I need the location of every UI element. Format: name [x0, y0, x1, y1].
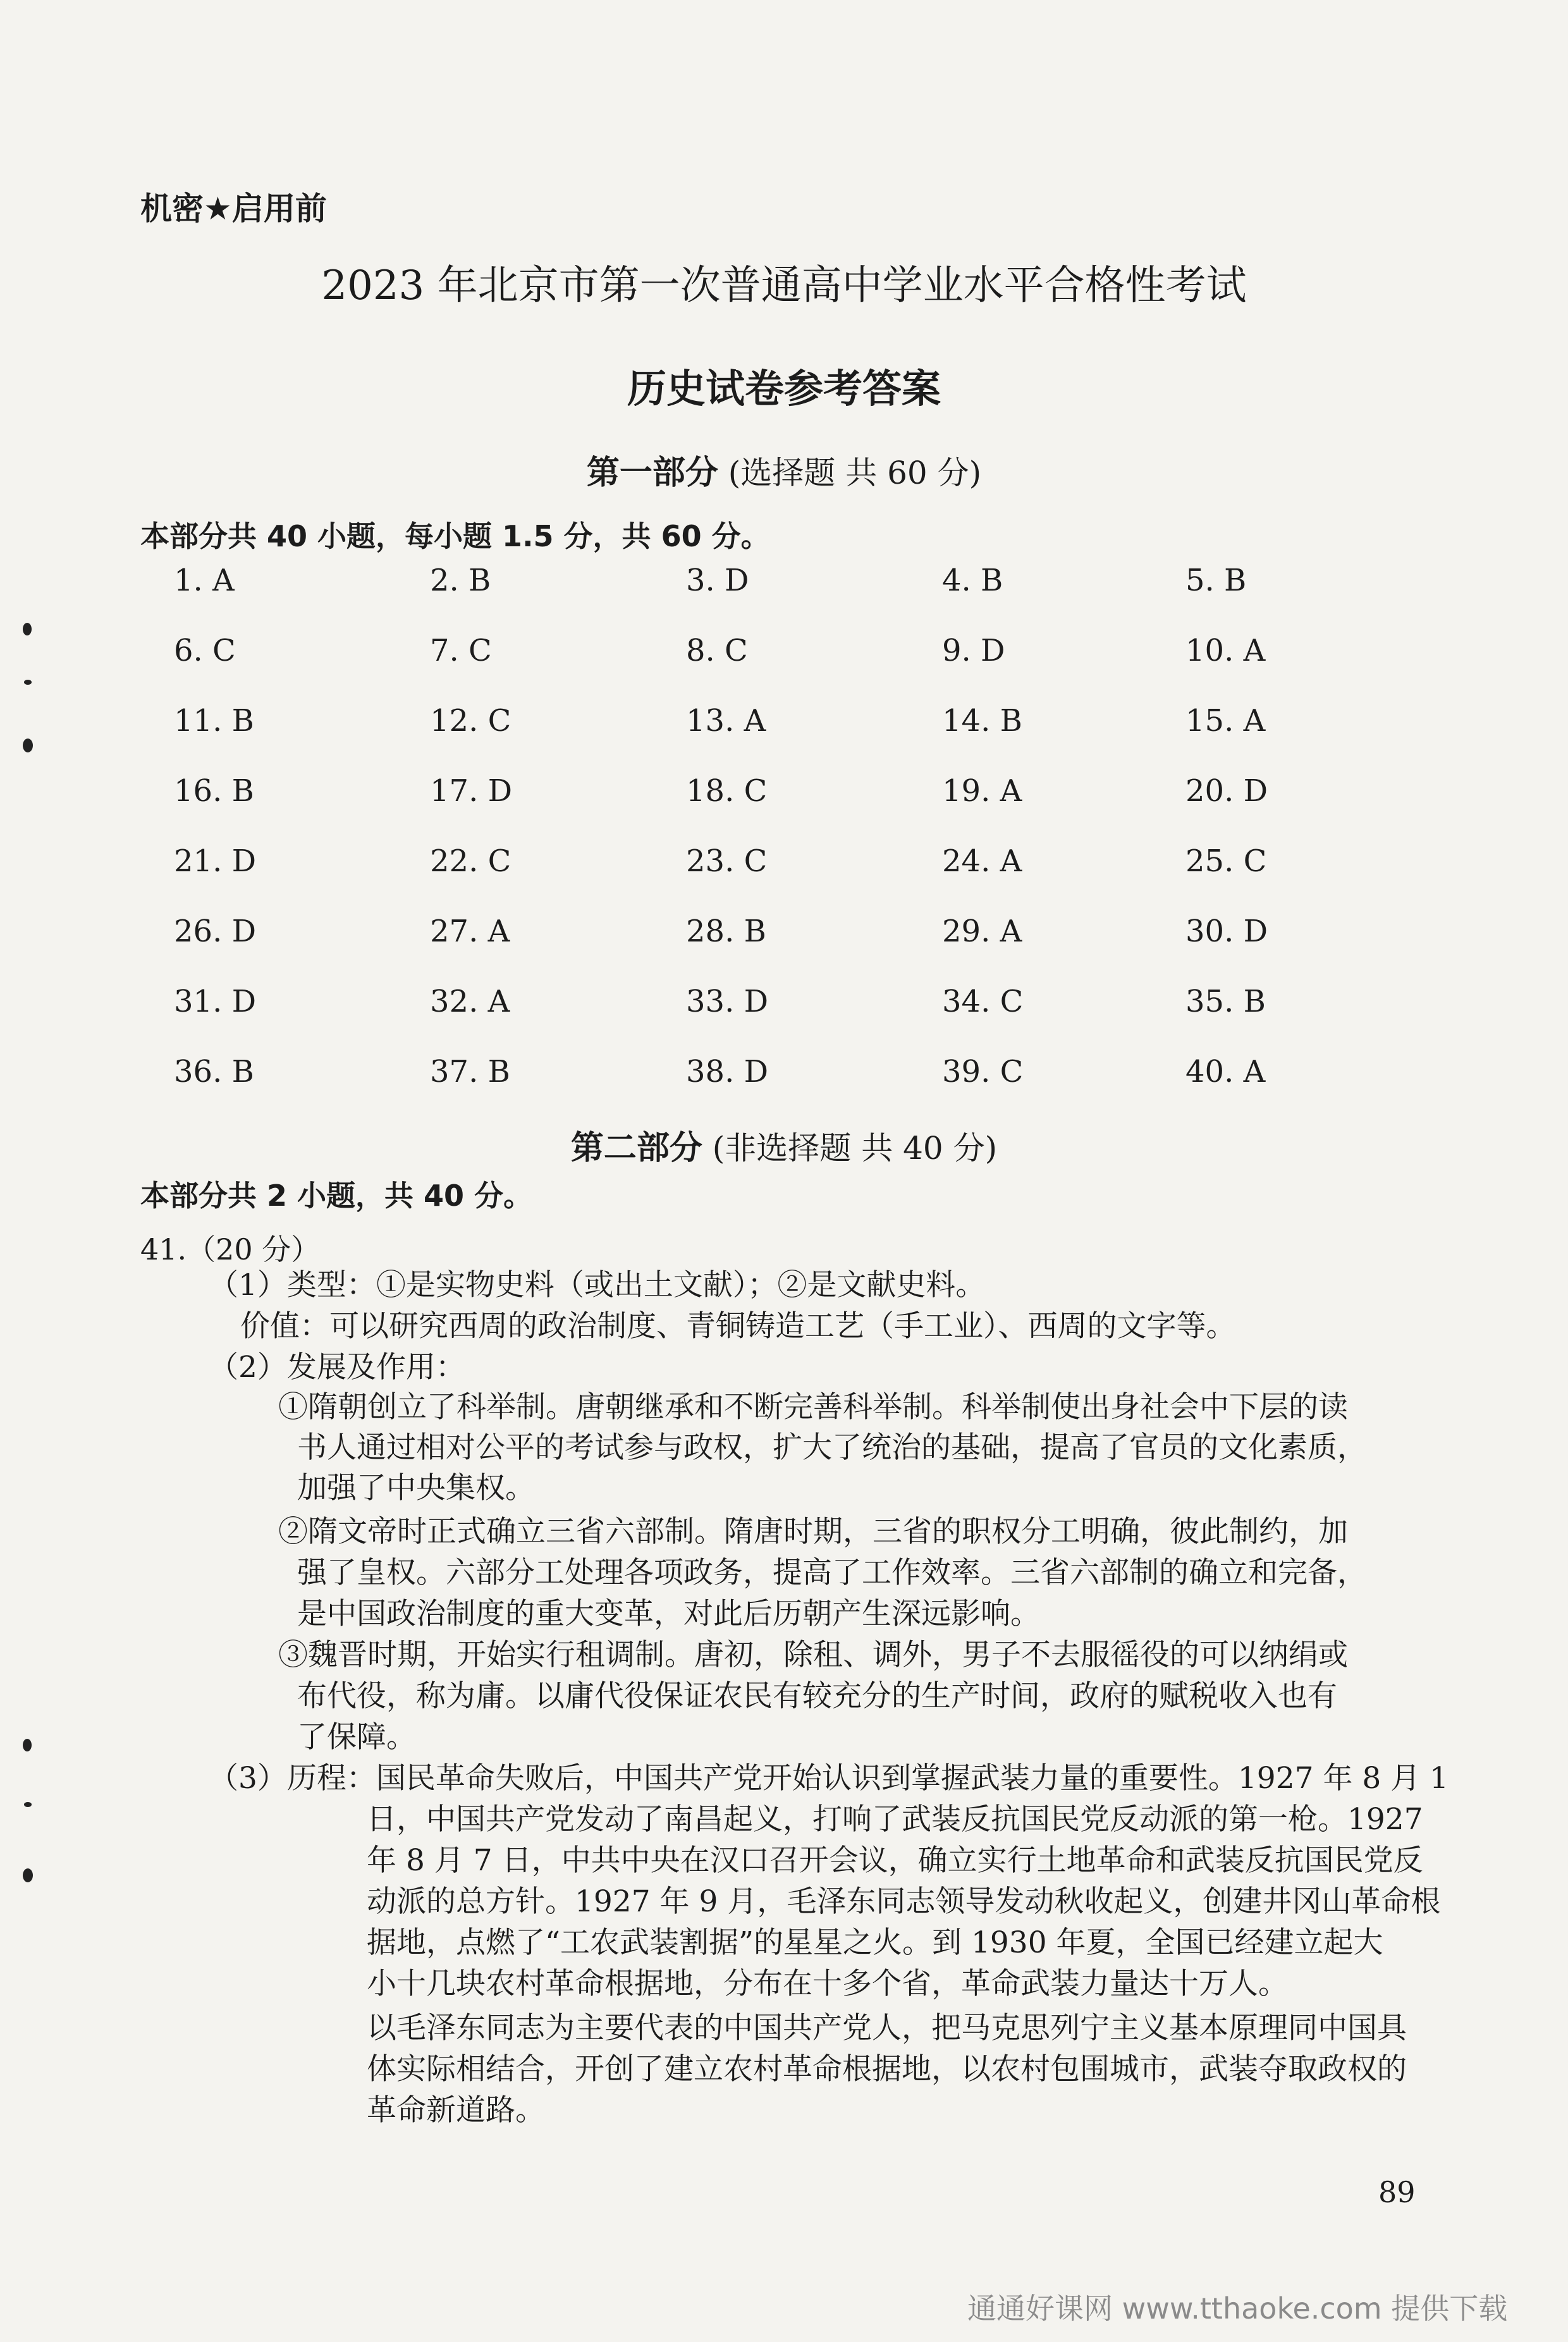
- answer-text-line: 以毛泽东同志为主要代表的中国共产党人，把马克思列宁主义基本原理同中国具: [367, 2011, 1407, 2045]
- binding-mark: [23, 1739, 32, 1751]
- part1-intro: 本部分共 40 小题，每小题 1.5 分，共 60 分。: [140, 519, 770, 553]
- answer-item: 10. A: [1185, 633, 1266, 668]
- answer-item: 32. A: [430, 984, 510, 1019]
- answer-item: 14. B: [942, 703, 1022, 739]
- answer-item: 15. A: [1185, 703, 1266, 739]
- answer-text-line: （1）类型：①是实物史料（或出土文献）；②是文献史料。: [209, 1268, 986, 1303]
- answer-text-line: 价值：可以研究西周的政治制度、青铜铸造工艺（手工业）、西周的文字等。: [240, 1309, 1236, 1344]
- answer-item: 31. D: [174, 984, 257, 1019]
- answer-text-line: 加强了中央集权。: [297, 1471, 535, 1505]
- answer-text-line: 据地，点燃了“工农武装割据”的星星之火。到 1930 年夏，全国已经建立起大: [367, 1925, 1383, 1960]
- answer-text-line: 体实际相结合，开创了建立农村革命根据地，以农村包围城市，武装夺取政权的: [367, 2052, 1407, 2087]
- page-number: 89: [1378, 2175, 1416, 2209]
- part2-intro: 本部分共 2 小题，共 40 分。: [140, 1179, 533, 1213]
- answer-item: 19. A: [942, 773, 1022, 809]
- answer-item: 23. C: [686, 843, 768, 879]
- answer-text-line: 书人通过相对公平的考试参与政权，扩大了统治的基础，提高了官员的文化素质，: [297, 1430, 1367, 1465]
- answer-text-line: 了保障。: [297, 1720, 416, 1755]
- part1-note: (选择题 共 60 分): [728, 455, 982, 491]
- answer-text-line: 强了皇权。六部分工处理各项政务，提高了工作效率。三省六部制的确立和完备，: [297, 1555, 1367, 1590]
- part1-heading: [0, 446, 1568, 493]
- answer-item: 24. A: [942, 843, 1022, 879]
- answer-item: 5. B: [1185, 563, 1247, 598]
- binding-mark: [23, 1868, 33, 1882]
- answer-item: 16. B: [174, 773, 254, 809]
- answer-item: 33. D: [686, 984, 769, 1019]
- answer-text-line: （2）发展及作用：: [209, 1350, 465, 1385]
- answer-item: 7. C: [430, 633, 492, 668]
- answer-text-line: 年 8 月 7 日，中共中央在汉口召开会议，确立实行土地革命和武装反抗国民党反: [367, 1843, 1423, 1878]
- answer-item: 18. C: [686, 773, 768, 809]
- answer-item: 11. B: [174, 703, 254, 739]
- answer-text-line: 日，中国共产党发动了南昌起义，打响了武装反抗国民党反动派的第一枪。1927: [367, 1802, 1423, 1837]
- answer-item: 39. C: [942, 1054, 1024, 1089]
- answer-item: 17. D: [430, 773, 513, 809]
- answer-text-line: 革命新道路。: [367, 2093, 545, 2128]
- part2-name: 第二部分: [570, 1129, 702, 1167]
- binding-mark: [23, 739, 33, 752]
- binding-mark: [24, 1802, 32, 1807]
- answer-item: 30. D: [1185, 914, 1268, 949]
- answer-item: 22. C: [430, 843, 511, 879]
- binding-mark: [23, 623, 32, 635]
- part2-heading: [0, 1121, 1568, 1168]
- answer-item: 9. D: [942, 633, 1005, 668]
- answer-item: 21. D: [174, 843, 257, 879]
- confidential-label: 机密★启用前: [140, 190, 327, 227]
- question-41-heading: 41.（20 分）: [140, 1232, 321, 1266]
- answer-item: 38. D: [686, 1054, 769, 1089]
- answer-item: 20. D: [1185, 773, 1268, 809]
- answer-item: 2. B: [430, 563, 491, 598]
- answer-item: 37. B: [430, 1054, 510, 1089]
- answer-item: 28. B: [686, 914, 766, 949]
- answer-item: 12. C: [430, 703, 511, 739]
- answer-text-line: 小十几块农村革命根据地，分布在十多个省，革命武装力量达十万人。: [367, 1966, 1288, 2001]
- answer-item: 4. B: [942, 563, 1003, 598]
- answer-item: 3. D: [686, 563, 749, 598]
- answer-item: 6. C: [174, 633, 236, 668]
- answer-text-line: 布代役，称为庸。以庸代役保证农民有较充分的生产时间，政府的赋税收入也有: [297, 1679, 1337, 1714]
- watermark: 通通好课网 www.tthaoke.com 提供下载: [967, 2291, 1508, 2326]
- answer-item: 27. A: [430, 914, 510, 949]
- part2-note: (非选择题 共 40 分): [712, 1130, 998, 1167]
- part1-name: 第一部分: [586, 454, 718, 492]
- document-subtitle: 历史试卷参考答案: [627, 365, 941, 412]
- answer-text-line: 是中国政治制度的重大变革，对此后历朝产生深远影响。: [297, 1597, 1040, 1631]
- answer-item: 25. C: [1185, 843, 1267, 879]
- answer-item: 8. C: [686, 633, 748, 668]
- binding-mark: [24, 680, 32, 685]
- answer-item: 13. A: [686, 703, 766, 739]
- answer-text-line: ③魏晋时期，开始实行租调制。唐初，除租、调外，男子不去服徭役的可以纳绢或: [278, 1638, 1348, 1672]
- answer-text-line: （3）历程：国民革命失败后，中国共产党开始认识到掌握武装力量的重要性。1927 年 8 月 1: [209, 1761, 1449, 1796]
- answer-item: 36. B: [174, 1054, 254, 1089]
- answer-item: 26. D: [174, 914, 257, 949]
- answer-item: 35. B: [1185, 984, 1266, 1019]
- answer-item: 1. A: [174, 563, 235, 598]
- answer-item: 40. A: [1185, 1054, 1266, 1089]
- answer-text-line: ②隋文帝时正式确立三省六部制。隋唐时期，三省的职权分工明确，彼此制约，加: [278, 1514, 1348, 1549]
- answer-item: 34. C: [942, 984, 1024, 1019]
- answer-text-line: ①隋朝创立了科举制。唐朝继承和不断完善科举制。科举制使出身社会中下层的读: [278, 1390, 1348, 1425]
- answer-text-line: 动派的总方针。1927 年 9 月，毛泽东同志领导发动秋收起义，创建井冈山革命根: [367, 1884, 1441, 1919]
- exam-title: 2023 年北京市第一次普通高中学业水平合格性考试: [321, 262, 1247, 309]
- answer-item: 29. A: [942, 914, 1022, 949]
